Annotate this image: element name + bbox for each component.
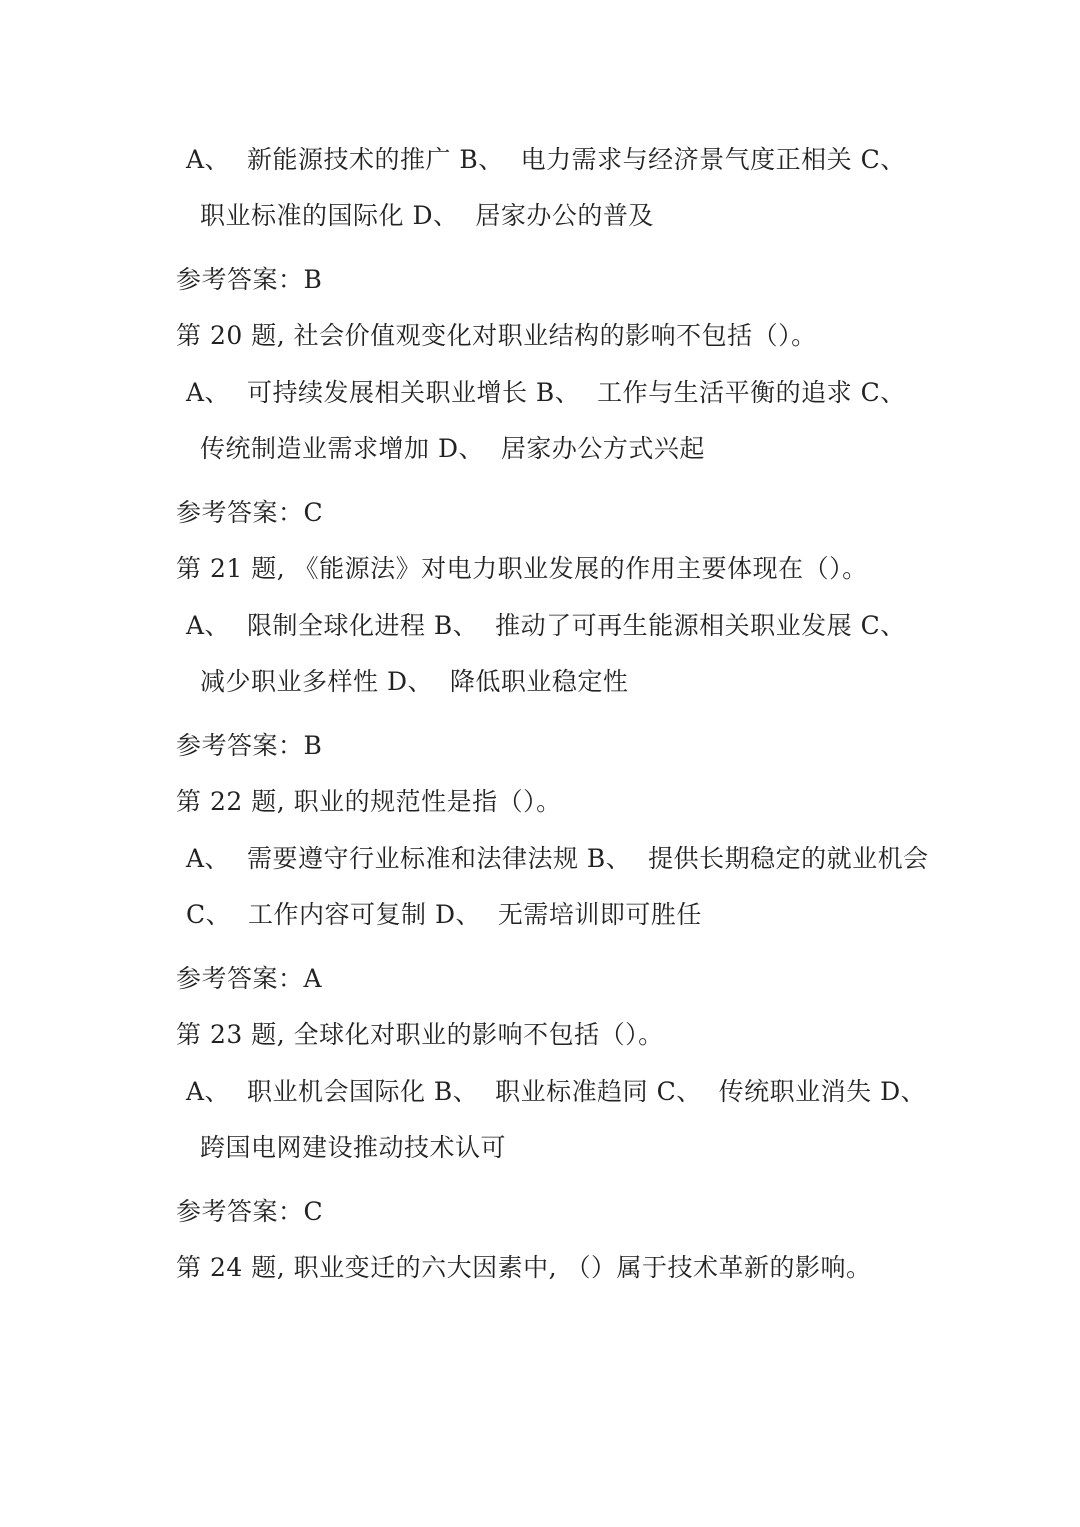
q20-question: 第 20 题, 社会价值观变化对职业结构的影响不包括（）。	[176, 321, 817, 350]
q20-answer: 参考答案：C	[176, 498, 324, 527]
q19-options-line-1: A、 新能源技术的推广 B、 电力需求与经济景气度正相关 C、	[186, 145, 906, 174]
q22-options-line-1: A、 需要遵守行业标准和法律法规 B、 提供长期稳定的就业机会	[186, 844, 929, 873]
q24-question: 第 24 题, 职业变迁的六大因素中, （）属于技术革新的影响。	[176, 1253, 872, 1282]
q23-options-line-2: 跨国电网建设推动技术认可	[200, 1133, 507, 1162]
q21-options-line-1: A、 限制全球化进程 B、 推动了可再生能源相关职业发展 C、	[186, 611, 906, 640]
q22-answer: 参考答案：A	[176, 964, 323, 993]
q19-answer: 参考答案：B	[176, 265, 323, 294]
q19-options-line-2: 职业标准的国际化 D、 居家办公的普及	[200, 201, 654, 230]
q21-question: 第 21 题, 《能源法》对电力职业发展的作用主要体现在（）。	[176, 554, 868, 583]
q23-options-line-1: A、 职业机会国际化 B、 职业标准趋同 C、 传统职业消失 D、	[186, 1077, 927, 1106]
q23-question: 第 23 题, 全球化对职业的影响不包括（）。	[176, 1020, 664, 1049]
q20-options-line-1: A、 可持续发展相关职业增长 B、 工作与生活平衡的追求 C、	[186, 378, 906, 407]
q21-options-line-2: 减少职业多样性 D、 降低职业稳定性	[200, 667, 629, 696]
q22-options-line-2: C、 工作内容可复制 D、 无需培训即可胜任	[186, 900, 702, 929]
q20-options-line-2: 传统制造业需求增加 D、 居家办公方式兴起	[200, 434, 705, 463]
q21-answer: 参考答案：B	[176, 731, 323, 760]
q22-question: 第 22 题, 职业的规范性是指（）。	[176, 787, 562, 816]
q23-answer: 参考答案：C	[176, 1197, 324, 1226]
